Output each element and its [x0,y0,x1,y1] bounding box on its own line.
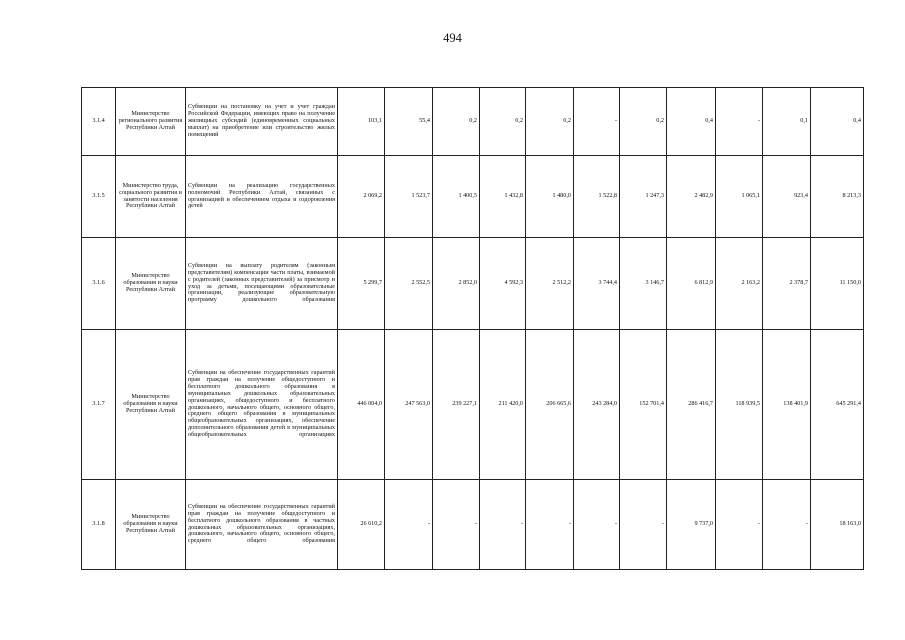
row-value: - [480,480,526,570]
row-description: Субвенции на выплату родителям (законным представителям) компенсации части платы, взимаемой с родителей (законных представителей) за присмотр и уход за детьми, посещающими образовательные организации, реализующие образовательную программу дошкольного образования [186,238,338,330]
row-value: 247 563,0 [385,330,433,480]
row-value: - [526,480,574,570]
row-value: 2 512,2 [526,238,574,330]
row-value: - [574,480,620,570]
row-value: 923,4 [763,156,811,238]
row-description: Субвенции на обеспечение государственных гарантий прав граждан на получение общедоступного и бесплатного дошкольного образования в частных дошкольных образовательных организациях, дошкольного, начального общего, основного общего, среднего общего образования [186,480,338,570]
table-row [82,480,864,570]
row-value: 11 150,0 [811,238,864,330]
row-value: 0,2 [480,88,526,156]
table-row [82,330,864,480]
row-code: 3.1.7 [82,330,116,480]
row-value: 0,4 [811,88,864,156]
row-value: - [763,480,811,570]
row-value: 3 744,4 [574,238,620,330]
row-description: Субвенции на реализацию государственных полномочий Республики Алтай, связанных с организацией и обеспечением отдыха и оздоровления детей [186,156,338,238]
table-row [82,156,864,238]
row-value: 239 227,1 [433,330,480,480]
row-code: 3.1.5 [82,156,116,238]
row-value: 0,2 [433,88,480,156]
row-value: 645 291,4 [811,330,864,480]
row-ministry: Министерство регионального развития Республики Алтай [116,88,186,156]
row-value: 5 299,7 [338,238,385,330]
row-value: - [716,88,763,156]
row-value: 26 610,2 [338,480,385,570]
row-value: 4 592,3 [480,238,526,330]
row-value: 1 065,1 [716,156,763,238]
row-value: 18 163,0 [811,480,864,570]
row-code: 3.1.6 [82,238,116,330]
row-code: 3.1.8 [82,480,116,570]
row-value: 286 416,7 [667,330,716,480]
row-value: 206 665,6 [526,330,574,480]
row-value: - [620,480,667,570]
table-row [82,238,864,330]
row-value: 3 146,7 [620,238,667,330]
row-value: 55,4 [385,88,433,156]
row-value: 0,2 [620,88,667,156]
row-value: 8 213,3 [811,156,864,238]
row-value: 211 420,0 [480,330,526,480]
row-description: Субвенции на обеспечение государственных гарантий прав граждан на получение общедоступного и бесплатного дошкольного образования в муниципальных дошкольных образовательных организациях, общедоступного и бесплатного дошкольного, начального общего, основного общего, среднего общего образования в муниципальных общеобразовательных организациях, обеспечение дополнительного образования детей в муниципальных общеобразовательных организациях [186,330,338,480]
table-row [82,88,864,156]
row-value: 243 284,0 [574,330,620,480]
budget-table [81,87,864,570]
row-value: 2 482,9 [667,156,716,238]
row-value: 0,2 [526,88,574,156]
row-ministry: Министерство образования и науки Республики Алтай [116,330,186,480]
row-value: - [433,480,480,570]
row-description: Субвенции на постановку на учет и учет граждан Российской Федерации, имеющих право на получение жилищных субсидий (единовременных социальных выплат) на приобретение или строительство жилых помещений [186,88,338,156]
row-value: 0,1 [763,88,811,156]
row-value: 152 701,4 [620,330,667,480]
row-value: 2 069,2 [338,156,385,238]
row-value: 1 480,0 [526,156,574,238]
row-value: 2 163,2 [716,238,763,330]
row-value: 1 432,8 [480,156,526,238]
row-value: 1 522,8 [574,156,620,238]
row-value: 2 552,5 [385,238,433,330]
row-value: 2 378,7 [763,238,811,330]
row-value: 1 523,7 [385,156,433,238]
row-value: 1 247,3 [620,156,667,238]
row-value: 0,4 [667,88,716,156]
row-code: 3.1.4 [82,88,116,156]
row-value: 2 852,0 [433,238,480,330]
row-value: - [716,480,763,570]
row-value: - [574,88,620,156]
row-ministry: Министерство образования и науки Республики Алтай [116,480,186,570]
row-value: 446 004,0 [338,330,385,480]
row-ministry: Министерство образования и науки Республики Алтай [116,238,186,330]
row-value: 6 812,9 [667,238,716,330]
row-value: 9 737,0 [667,480,716,570]
row-value: 1 400,5 [433,156,480,238]
row-value: 118 939,5 [716,330,763,480]
row-value: 138 401,9 [763,330,811,480]
row-value: - [385,480,433,570]
row-ministry: Министерство труда, социального развития и занятости населения Республики Алтай [116,156,186,238]
page-number: 494 [443,31,462,45]
row-value: 103,1 [338,88,385,156]
